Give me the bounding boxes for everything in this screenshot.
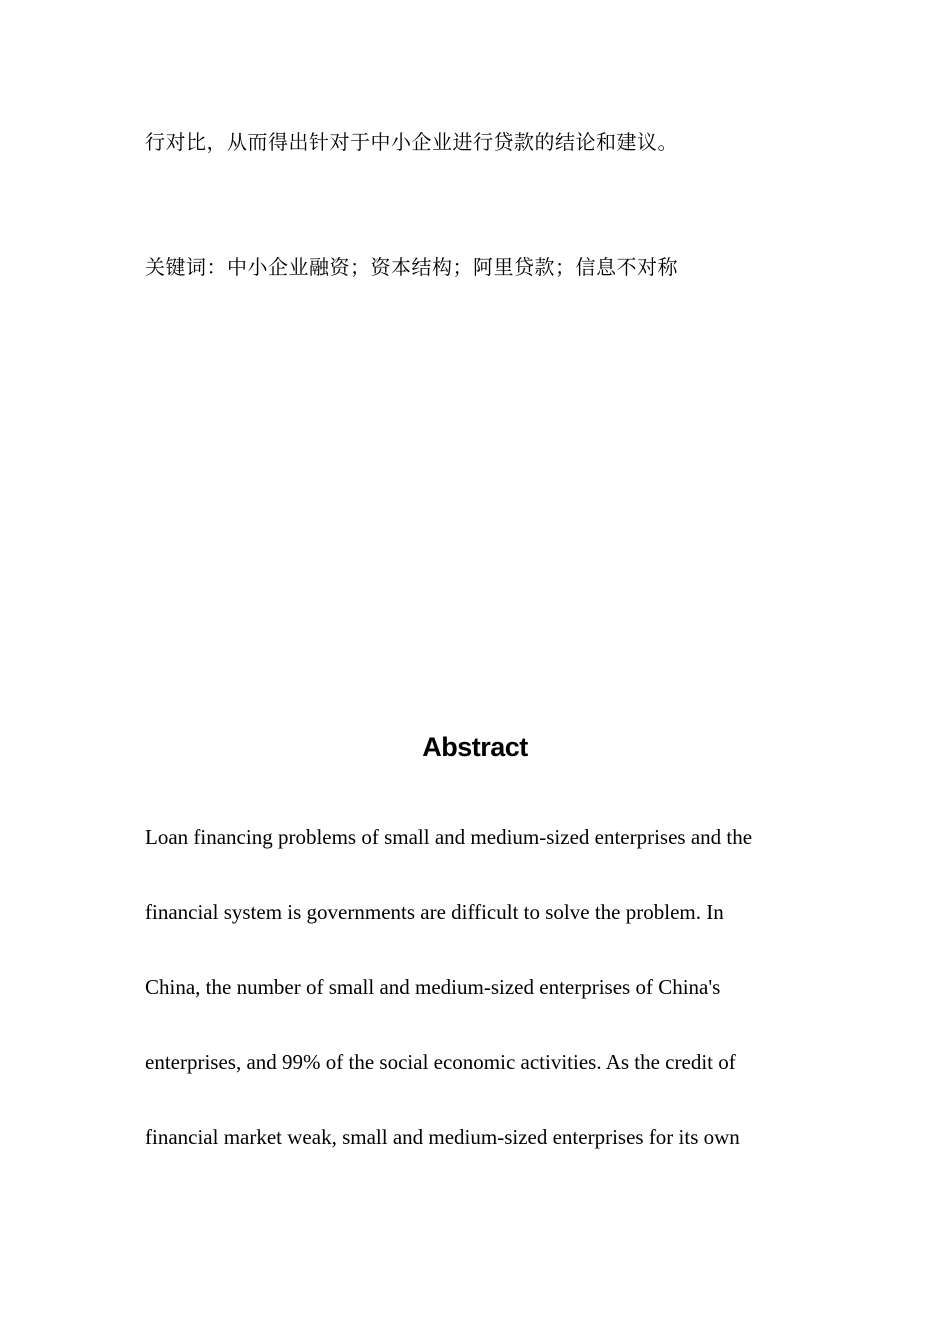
abstract-line: financial market weak, small and medium-sized enterprises for its own — [145, 1125, 740, 1149]
chinese-keywords-line: 关键词：中小企业融资；资本结构；阿里贷款；信息不对称 — [145, 255, 678, 279]
abstract-line: China, the number of small and medium-sized enterprises of China's — [145, 975, 721, 999]
abstract-line: Loan financing problems of small and medium-sized enterprises and the — [145, 825, 753, 849]
chinese-abstract-continued-line: 行对比，从而得出针对于中小企业进行贷款的结论和建议。 — [145, 130, 678, 154]
abstract-line: financial system is governments are difficult to solve the problem. In — [145, 900, 724, 924]
abstract-heading: Abstract — [422, 732, 528, 762]
abstract-body — [145, 820, 825, 1195]
abstract-line: enterprises, and 99% of the social economic activities. As the credit of — [145, 1050, 736, 1074]
